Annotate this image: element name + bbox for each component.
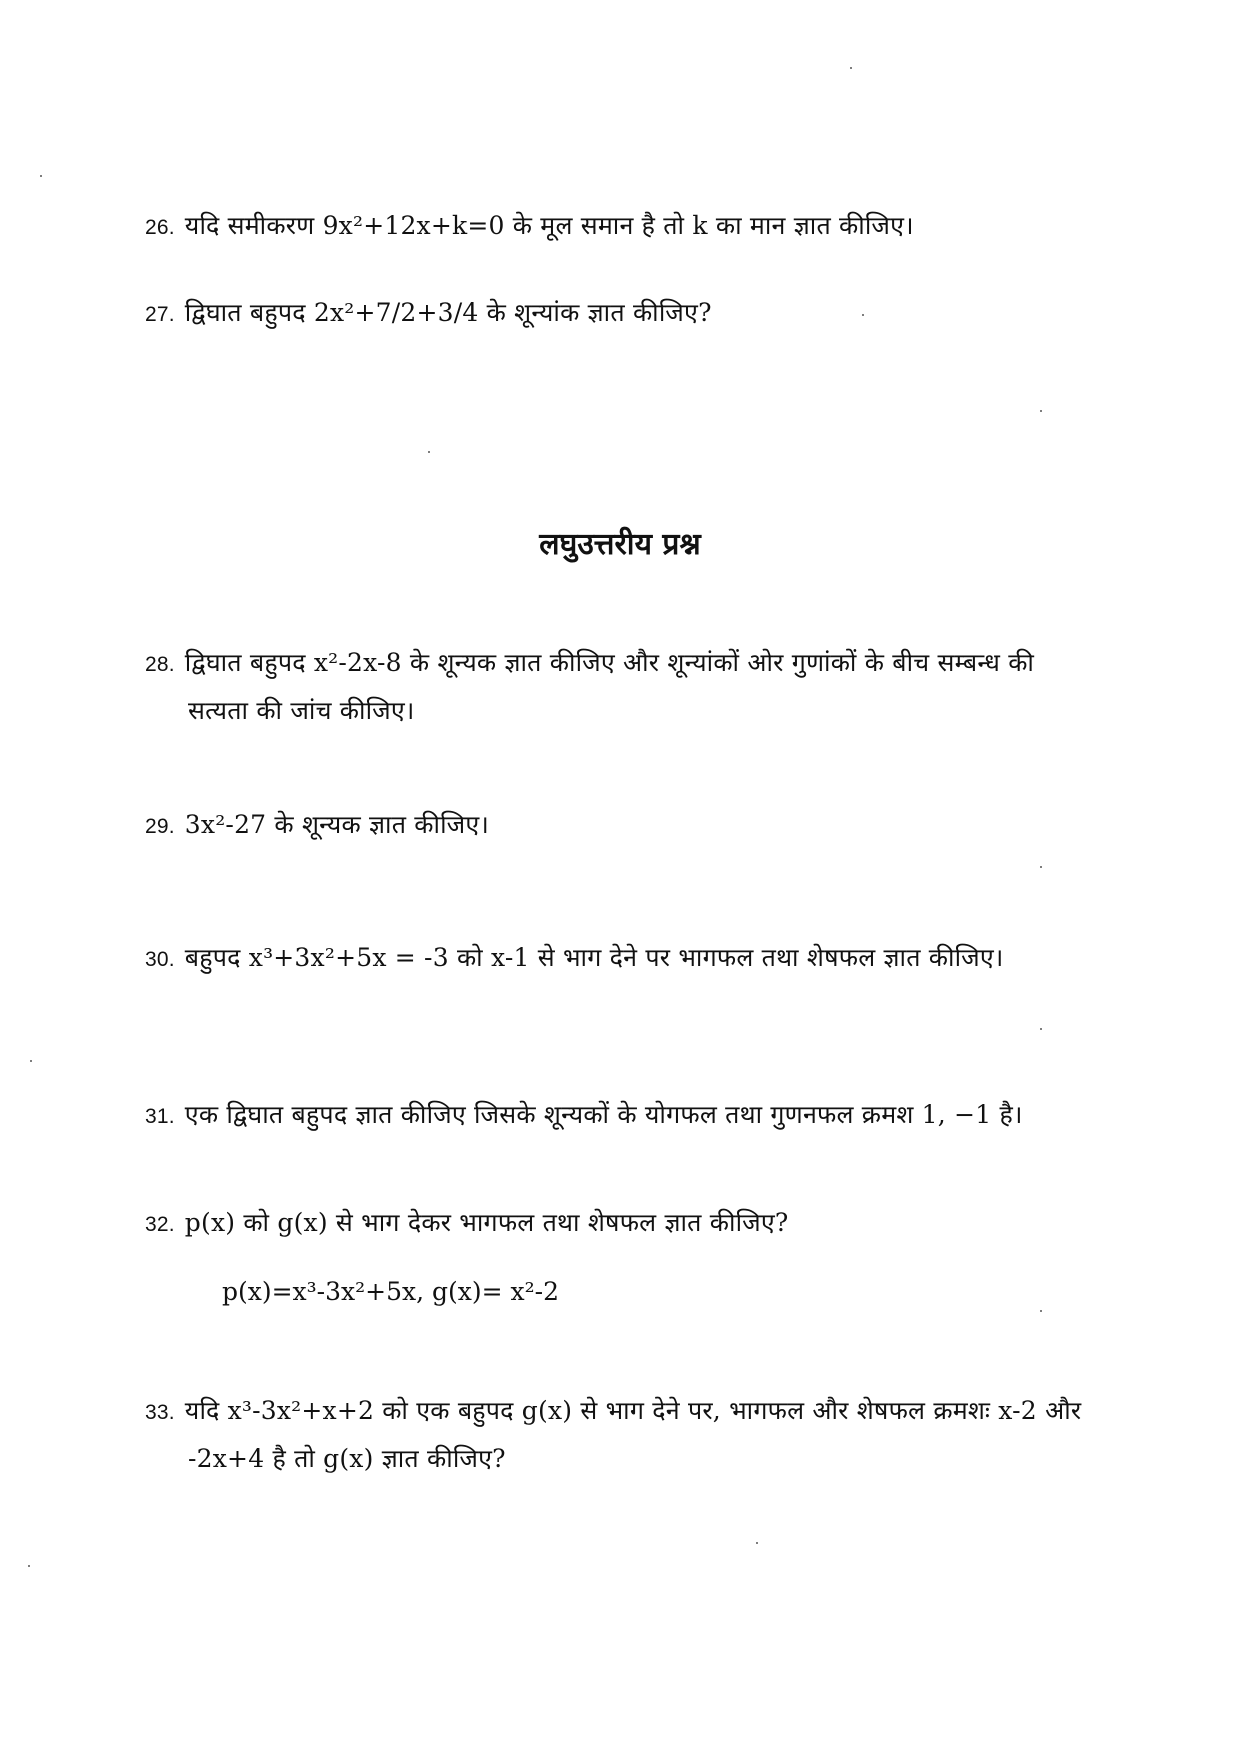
question-text: p(x) को g(x) से भाग देकर भागफल तथा शेषफल ज्ञात कीजिए? — [184, 1208, 789, 1237]
question-29 — [145, 802, 1165, 850]
question-31 — [145, 1092, 1165, 1140]
question-text: 3x²-27 के शून्यक ज्ञात कीजिए। — [184, 810, 490, 839]
question-32-formula: p(x)=x³-3x²+5x, g(x)= x²-2 — [222, 1277, 559, 1306]
question-number: 29. — [145, 815, 175, 838]
scan-speck — [40, 175, 42, 177]
scan-speck — [862, 314, 864, 316]
question-27 — [145, 290, 1165, 338]
scan-speck — [1040, 410, 1042, 412]
scan-speck — [1040, 866, 1042, 868]
question-number: 30. — [145, 948, 175, 971]
scan-speck — [428, 451, 430, 453]
question-32 — [145, 1200, 1165, 1248]
question-33 — [145, 1388, 1165, 1482]
scan-speck — [28, 1565, 30, 1567]
question-continuation: सत्यता की जांच कीजिए। — [188, 696, 415, 725]
scan-speck — [30, 1060, 32, 1062]
question-text: यदि x³-3x²+x+2 को एक बहुपद g(x) से भाग देने पर, भागफल और शेषफल क्रमशः x-2 और — [184, 1396, 1082, 1425]
question-number: 33. — [145, 1401, 175, 1424]
question-text: एक द्विघात बहुपद ज्ञात कीजिए जिसके शून्यकों के योगफल तथा गुणनफल क्रमश 1, −1 है। — [184, 1100, 1023, 1129]
question-text: यदि समीकरण 9x²+12x+k=0 के मूल समान है तो k का मान ज्ञात कीजिए। — [184, 211, 914, 240]
question-text: द्विघात बहुपद x²-2x-8 के शून्यक ज्ञात कीजिए और शून्यांकों ओर गुणांकों के बीच सम्बन्ध की — [184, 648, 1035, 677]
question-26 — [145, 203, 1165, 251]
scan-speck — [1040, 1028, 1042, 1030]
question-number: 32. — [145, 1213, 175, 1236]
scan-speck — [850, 67, 852, 69]
question-text: बहुपद x³+3x²+5x = -3 को x-1 से भाग देने पर भागफल तथा शेषफल ज्ञात कीजिए। — [184, 943, 1004, 972]
question-28 — [145, 640, 1165, 734]
question-continuation: -2x+4 है तो g(x) ज्ञात कीजिए? — [188, 1444, 506, 1473]
question-30 — [145, 935, 1165, 983]
question-text: द्विघात बहुपद 2x²+7/2+3/4 के शून्यांक ज्ञात कीजिए? — [184, 298, 712, 327]
question-number: 31. — [145, 1105, 175, 1128]
scan-speck — [756, 1542, 758, 1544]
section-heading: लघुउत्तरीय प्रश्न — [539, 527, 701, 562]
question-number: 27. — [145, 303, 175, 326]
scan-speck — [1040, 1310, 1042, 1312]
question-number: 26. — [145, 216, 175, 239]
question-number: 28. — [145, 653, 175, 676]
